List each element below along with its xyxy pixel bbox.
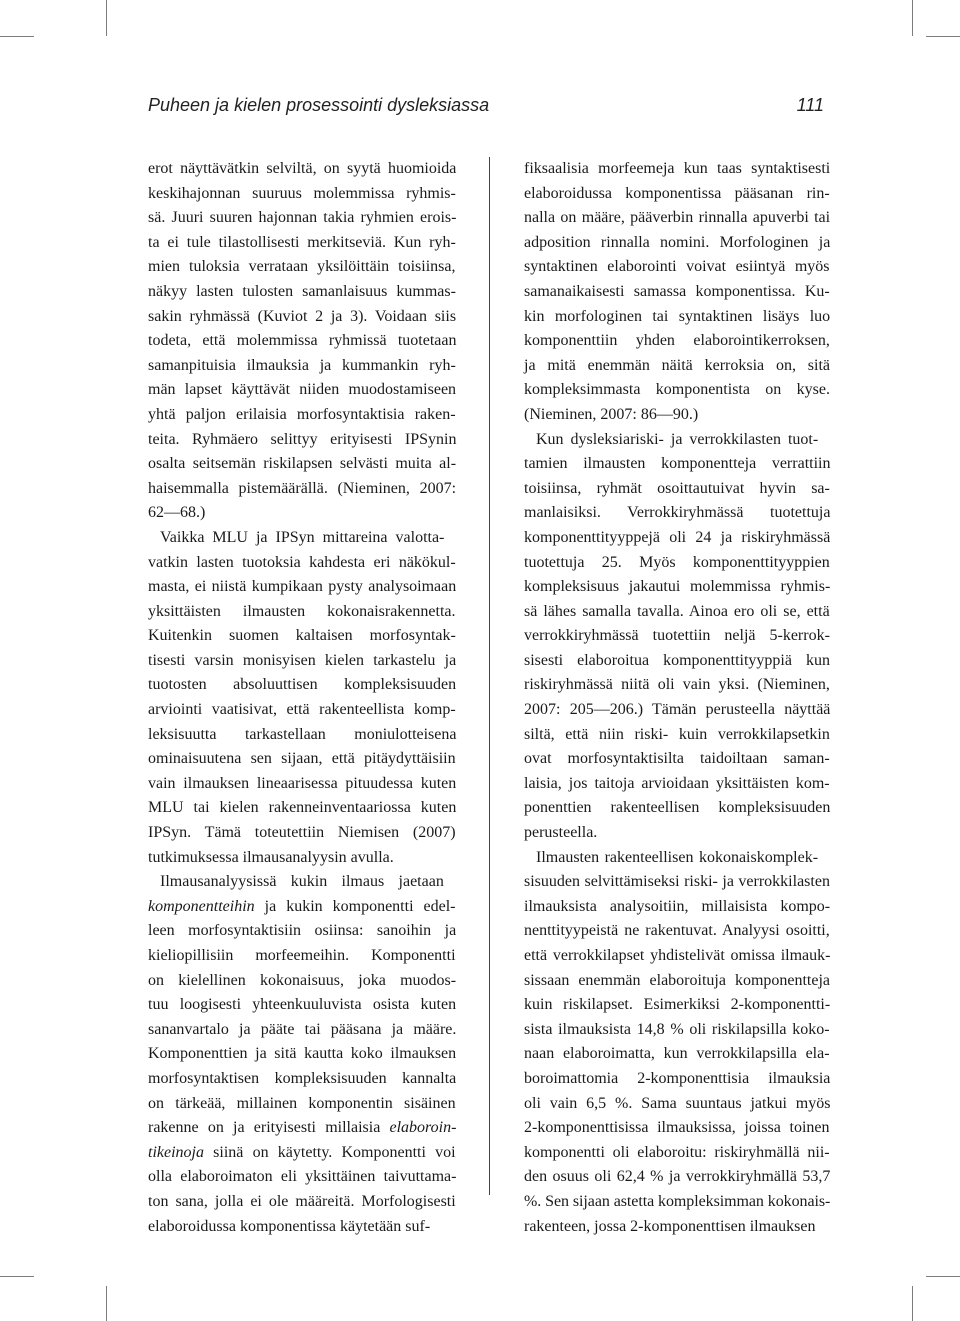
text-line: laisia, jos taitoja arvioidaan yksittäisten kom-: [524, 774, 830, 792]
text-line: kuin riskilapset. Esimerkiksi 2-komponentti-: [524, 996, 831, 1014]
text-line: elaboroidussa komponentissa käytetään suf-: [148, 1217, 431, 1235]
text-line: naan elaboroimatta, kun verrokkilapsilla ela-: [524, 1045, 830, 1063]
text-line: ilmauksista analysoitiin, millaisista kompo-: [524, 897, 831, 915]
text-line: tikeinoja siinä on käytetty. Komponentti voi: [148, 1143, 456, 1161]
text-line: 2-komponenttisissa ilmauksissa, joissa toinen: [524, 1119, 830, 1137]
text-line: tuotettuja 25. Myös komponenttityyppien: [524, 553, 830, 571]
text-line: elaboroidussa komponentissa pääsanan rin-: [524, 184, 830, 202]
text-line: tisesti varsin monisyisen kielen tarkastelu ja: [148, 651, 457, 669]
text-line: leksisuutta tarkastellaan moniulotteisena: [148, 725, 457, 743]
text-line: morfosyntaktisen kompleksisuuden kannalta: [148, 1069, 457, 1087]
text-line: verrokkiryhmässä tuotettiin neljä 5-kerrok-: [524, 627, 830, 645]
text-line: sissaan enemmän elaboroituja komponentteja: [524, 971, 831, 989]
text-line: 62—68.): [148, 504, 206, 522]
text-line: perusteella.: [524, 824, 598, 842]
text-line: vain ilmauksen lineaarisessa pituudessa kuten: [148, 774, 457, 792]
column-divider: [489, 157, 490, 1195]
text-line: tutkimuksessa ilmausanalyysin avulla.: [148, 848, 394, 866]
text-line: näkyy lasten tulosten samanlaisuus kummas-: [148, 282, 456, 300]
text-line: Kuitenkin suomen kaltaisen morfosyntak-: [148, 627, 456, 645]
text-line: 2007: 205—206.) Tämän perusteella näyttää: [524, 701, 831, 719]
text-line: ton sana, jolla ei ole määreitä. Morfologisesti: [148, 1192, 456, 1210]
text-line: kieliopillisiin morfeemeihin. Komponentti: [148, 947, 456, 964]
right-text-column: [524, 157, 830, 1239]
text-line: kompleksimmasta komponentista on kyse.: [524, 381, 830, 399]
text-line: keskihajonnan suuruus molemmissa ryhmis-: [148, 184, 456, 202]
text-line: kin morfologinen tai syntaktinen lisäys luo: [524, 307, 831, 325]
text-line: sä lähes samalla tavalla. Ainoa ero oli se, että: [524, 602, 830, 620]
text-line: teita. Ryhmäero selittyy erityisesti IPSynin: [148, 430, 457, 448]
crop-mark: [926, 1276, 960, 1277]
text-line: komponentteihin ja kukin komponentti edel-: [148, 897, 456, 915]
text-line: yksittäisten ilmausten kokonaisrakennetta.: [148, 602, 456, 620]
text-line: män lapset käyttävät niiden muodostamiseen: [148, 381, 457, 399]
text-line: että verrokkilapset yhdistelivät omissa ilmauk-: [524, 947, 831, 964]
crop-mark: [106, 1286, 107, 1321]
running-header-title: Puheen ja kielen prosessointi dysleksiassa: [148, 95, 490, 115]
left-text-column: [148, 157, 456, 1239]
text-line: siltä, että niin riski- kuin verrokkilapsetkin: [524, 725, 830, 743]
text-line: toisiinsa, ryhmät osoittautuivat hyvin sa-: [524, 479, 830, 497]
text-line: Komponenttien ja sitä kautta koko ilmauksen: [148, 1045, 457, 1063]
text-line: adposition rinnalla nomini. Morfologinen ja: [524, 233, 831, 251]
text-line: ta ei tule tilastollisesti merkitseviä. Kun ryh-: [148, 233, 456, 251]
text-line: rakenne on ja erityisesti millaisia elaboroin-: [148, 1119, 457, 1137]
text-line: leen morfosyntaktisiin osiinsa: sanoihin ja: [148, 922, 457, 940]
text-line: on tärkeää, millainen komponentin sisäinen: [148, 1094, 456, 1112]
text-line: erot näyttävätkin selviltä, on syytä huomioida: [148, 160, 457, 177]
text-line: sananvartalo ja pääte tai pääsana ja määre.: [148, 1020, 457, 1038]
crop-mark: [912, 1286, 913, 1321]
text-line: sä. Juuri suuren hajonnan takia ryhmien erois-: [148, 209, 457, 227]
text-line: riskiryhmässä niitä oli vain yksi. (Nieminen,: [524, 676, 830, 694]
crop-mark: [912, 0, 913, 36]
crop-mark: [0, 1276, 34, 1277]
text-line: osalta seitsemän riskilapsen selvästi muita al-: [148, 455, 457, 473]
text-line: nalla on määre, pääverbin rinnalla apuverbi tai: [524, 209, 831, 227]
text-line: tamien ilmausten komponentteja verrattiin: [524, 455, 831, 473]
text-line: mien tuloksia verrataan yksilöittäin toisiinsa,: [148, 258, 456, 276]
text-line: komponenttiin yhden elaborointikerroksen,: [524, 332, 830, 350]
text-line: kompleksisuus jakautui molemmissa ryhmis-: [524, 578, 831, 596]
text-line: komponenttityyppejä oli 24 ja riskiryhmässä: [524, 528, 831, 546]
text-line: rakenteen, jossa 2-komponenttisen ilmauksen: [524, 1217, 816, 1235]
text-line: tuu loogisesti yhteenkuuluvista osista kuten: [148, 996, 457, 1014]
text-line: MLU tai kielen rakenneinventaariossa kuten: [148, 799, 457, 817]
text-line: ominaisuutena sen sijaan, että pitäydyttäisiin: [148, 750, 456, 768]
text-line: tuotosten absoluuttisen kompleksisuuden: [148, 676, 457, 694]
text-line: (Nieminen, 2007: 86—90.): [524, 405, 699, 423]
text-line: IPSyn. Tämä toteutettiin Niemisen (2007): [148, 824, 456, 842]
crop-mark: [0, 36, 34, 37]
text-line: komponentti oli elaboroitu: riskiryhmällä nii-: [524, 1143, 830, 1161]
text-line: todeta, että molemmissa ryhmissä tuotetaan: [148, 332, 457, 350]
text-line: masta, ei niistä kumpikaan pysty analysoimaan: [148, 578, 457, 596]
page-number: 111: [796, 95, 824, 115]
text-line: haisemmalla pistemäärällä. (Nieminen, 2007:: [148, 479, 457, 497]
text-line: Ilmausanalyysissä kukin ilmaus jaetaan: [160, 873, 444, 891]
text-line: olla elaboroimaton eli yksittäinen taivuttama-: [148, 1168, 457, 1186]
text-line: boroimattomia 2-komponenttisia ilmauksia: [524, 1069, 831, 1087]
crop-mark: [926, 36, 960, 37]
text-line: yhtä paljon erilaisia morfosyntaktisia raken-: [148, 405, 456, 423]
text-line: samanaikaisesti samassa komponentissa. Ku-: [524, 282, 830, 300]
text-line: syntaktinen elaborointi voivat esiintyä myös: [524, 258, 830, 276]
text-line: Vaikka MLU ja IPSyn mittareina valotta-: [160, 528, 445, 546]
crop-mark: [106, 0, 107, 36]
text-line: %. Sen sijaan astetta kompleksimman kokonais-: [524, 1192, 831, 1210]
text-line: vatkin lasten tuotoksia kahdesta eri näkökul-: [148, 553, 456, 571]
text-line: sisuuden selvittämiseksi riski- ja verrokkilasten: [524, 873, 830, 891]
text-line: Kun dysleksiariski- ja verrokkilasten tuot-: [536, 430, 819, 448]
text-line: den osuus oli 62,4 % ja verrokkiryhmällä 53,7: [524, 1168, 831, 1186]
text-line: ovat morfosyntaktisilta taidoiltaan saman-: [524, 750, 830, 768]
text-line: oli vain 6,5 %. Sama suuntaus jatkui myös: [524, 1094, 831, 1112]
text-line: sista ilmauksista 14,8 % oli riskilapsilla koko-: [524, 1020, 830, 1038]
text-line: Ilmausten rakenteellisen kokonaiskomplek-: [536, 848, 819, 866]
text-line: nenttityypeistä ne rakentuvat. Analyysi osoitti,: [524, 922, 830, 940]
text-line: samanpituisia ilmauksia ja kummankin ryh-: [148, 356, 456, 374]
text-line: arviointi vaatisivat, että rakenteellista komp-: [148, 701, 456, 719]
text-line: sakin ryhmässä (Kuviot 2 ja 3). Voidaan siis: [148, 307, 457, 325]
text-line: on kielellinen kokonaisuus, joka muodos-: [148, 971, 457, 989]
text-line: ponenttien rakenteellisen kompleksisuuden: [524, 799, 831, 817]
text-line: manlaisiksi. Verrokkiryhmässä tuotettuja: [524, 504, 831, 522]
text-line: ja mitä enemmän näitä kerroksia on, sitä: [524, 356, 831, 374]
text-line: fiksaalisia morfeemeja kun taas syntaktisesti: [524, 160, 831, 177]
text-line: sisesti elaboroitua komponenttityyppiä kun: [524, 651, 830, 669]
